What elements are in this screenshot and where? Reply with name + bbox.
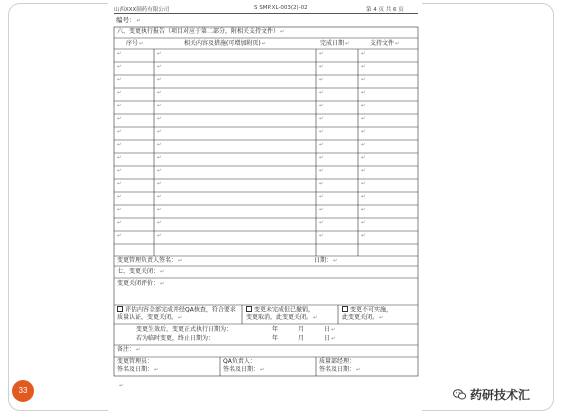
remark-label: 备注：↵ xyxy=(117,346,141,353)
table-cell-mark: ↵ xyxy=(361,181,366,187)
table-cell-mark: ↵ xyxy=(157,155,162,161)
option-b-line2: 变更取消，此变更关闭。↵ xyxy=(246,314,318,321)
table-cell-mark: ↵ xyxy=(319,233,324,239)
table-cell-mark: ↵ xyxy=(361,90,366,96)
effective-month-2: 月 xyxy=(298,335,305,342)
sig-qa-line1: QA负责人： xyxy=(223,358,256,365)
option-c-line2: 此变更关闭。↵ xyxy=(342,314,384,321)
owner-sign-date: 日期：↵ xyxy=(314,257,338,264)
table-cell-mark: ↵ xyxy=(319,90,324,96)
table-cell-mark: ↵ xyxy=(117,194,122,200)
option-a: 评估内容全部完成并经QA核查，符合要求 xyxy=(117,306,236,315)
sig-manager-line2: 签名及日期：↵ xyxy=(319,366,361,373)
table-cell-mark: ↵ xyxy=(117,142,122,148)
table-cell-mark: ↵ xyxy=(361,142,366,148)
table-cell-mark: ↵ xyxy=(319,155,324,161)
form-grid xyxy=(108,0,422,411)
table-cell-mark: ↵ xyxy=(117,168,122,174)
table-cell-mark: ↵ xyxy=(157,168,162,174)
table-cell-mark: ↵ xyxy=(157,116,162,122)
option-a-checkbox[interactable] xyxy=(117,306,123,312)
table-cell-mark: ↵ xyxy=(157,77,162,83)
doc-number-label: 编号：↵ xyxy=(116,16,141,24)
col-header-index: 序号↵ xyxy=(126,40,144,47)
table-cell-mark: ↵ xyxy=(117,155,122,161)
table-cell-mark: ↵ xyxy=(319,181,324,187)
section7-title: 七、变更关闭：↵ xyxy=(117,268,165,275)
effective-year-1: 年 xyxy=(272,326,279,333)
table-cell-mark: ↵ xyxy=(117,103,122,109)
table-cell-mark: ↵ xyxy=(117,90,122,96)
table-cell-mark: ↵ xyxy=(117,220,122,226)
qa-eval-label: 变更关闭评价：↵ xyxy=(117,280,165,287)
table-cell-mark: ↵ xyxy=(157,90,162,96)
table-cell-mark: ↵ xyxy=(117,77,122,83)
table-cell-mark: ↵ xyxy=(117,64,122,70)
table-cell-mark: ↵ xyxy=(157,64,162,70)
table-cell-mark: ↵ xyxy=(319,103,324,109)
sig-admin-line2: 签名及日期：↵ xyxy=(117,366,159,373)
table-cell-mark: ↵ xyxy=(117,129,122,135)
table-cell-mark: ↵ xyxy=(361,233,366,239)
watermark xyxy=(453,386,530,403)
table-cell-mark: ↵ xyxy=(319,142,324,148)
table-cell-mark: ↵ xyxy=(319,129,324,135)
table-cell-mark: ↵ xyxy=(117,233,122,239)
option-b-checkbox[interactable] xyxy=(246,306,252,312)
sig-qa-line2: 签名及日期：↵ xyxy=(223,366,265,373)
table-cell-mark: ↵ xyxy=(361,168,366,174)
table-cell-mark: ↵ xyxy=(157,129,162,135)
table-cell-mark: ↵ xyxy=(319,168,324,174)
option-b: 变更未完成但已撤销， xyxy=(246,306,314,315)
table-cell-mark: ↵ xyxy=(361,194,366,200)
option-a-line2: 质量认证，变更关闭。↵ xyxy=(117,314,183,321)
table-cell-mark: ↵ xyxy=(157,142,162,148)
table-cell-mark: ↵ xyxy=(361,155,366,161)
col-header-content: 相关内容及措施(可增加附页)↵ xyxy=(184,40,266,47)
col-header-date: 完成日期↵ xyxy=(320,40,350,47)
table-cell-mark: ↵ xyxy=(319,207,324,213)
table-cell-mark: ↵ xyxy=(319,194,324,200)
table-cell-mark: ↵ xyxy=(361,51,366,57)
col-header-file: 支持文件↵ xyxy=(370,40,400,47)
table-cell-mark: ↵ xyxy=(157,220,162,226)
effective-month-1: 月 xyxy=(298,326,305,333)
table-cell-mark: ↵ xyxy=(157,207,162,213)
header-page: 第 4 页 共 6 页 xyxy=(366,7,404,13)
header-company: 山西XXX制药有限公司 xyxy=(114,7,170,13)
table-cell-mark: ↵ xyxy=(319,77,324,83)
table-cell-mark: ↵ xyxy=(117,51,122,57)
table-cell-mark: ↵ xyxy=(361,103,366,109)
table-cell-mark: ↵ xyxy=(319,64,324,70)
table-cell-mark: ↵ xyxy=(361,77,366,83)
option-c-checkbox[interactable] xyxy=(342,306,348,312)
table-cell-mark: ↵ xyxy=(117,181,122,187)
table-cell-mark: ↵ xyxy=(157,181,162,187)
trailing-mark: ↵ xyxy=(119,383,124,389)
document-page xyxy=(108,0,422,411)
wechat-icon xyxy=(453,389,466,400)
table-cell-mark: ↵ xyxy=(157,233,162,239)
slide-number-badge: 33 xyxy=(12,380,34,402)
sig-manager-line1: 质量部经理： xyxy=(319,358,356,365)
table-cell-mark: ↵ xyxy=(319,220,324,226)
header-code: S SMP.XL-003(2)-02 xyxy=(254,5,308,11)
option-c: 变更不可实施， xyxy=(342,306,392,315)
effective-year-2: 年 xyxy=(272,335,279,342)
table-cell-mark: ↵ xyxy=(361,220,366,226)
table-cell-mark: ↵ xyxy=(361,64,366,70)
effective-day-2: 日↵ xyxy=(324,335,336,342)
table-cell-mark: ↵ xyxy=(157,194,162,200)
table-cell-mark: ↵ xyxy=(157,51,162,57)
watermark-text: 药研技术汇 xyxy=(470,388,531,402)
section6-title: 六、变更执行报告（项目对应于第二部分，附相关支持文件）↵ xyxy=(117,28,285,35)
effective-line2: 若为临时变更，终止日期为： xyxy=(136,335,215,342)
table-cell-mark: ↵ xyxy=(361,129,366,135)
table-cell-mark: ↵ xyxy=(361,116,366,122)
table-cell-mark: ↵ xyxy=(117,116,122,122)
table-cell-mark: ↵ xyxy=(117,207,122,213)
table-cell-mark: ↵ xyxy=(319,51,324,57)
sig-admin-line1: 变更管理员： xyxy=(117,358,154,365)
owner-sign-label: 变更管理负责人签名：↵ xyxy=(117,257,183,264)
table-cell-mark: ↵ xyxy=(157,103,162,109)
effective-line1: 变更生效后，变更正式执行日期为： xyxy=(136,326,233,333)
table-cell-mark: ↵ xyxy=(319,116,324,122)
table-cell-mark: ↵ xyxy=(361,207,366,213)
effective-day-1: 日↵ xyxy=(324,326,336,333)
